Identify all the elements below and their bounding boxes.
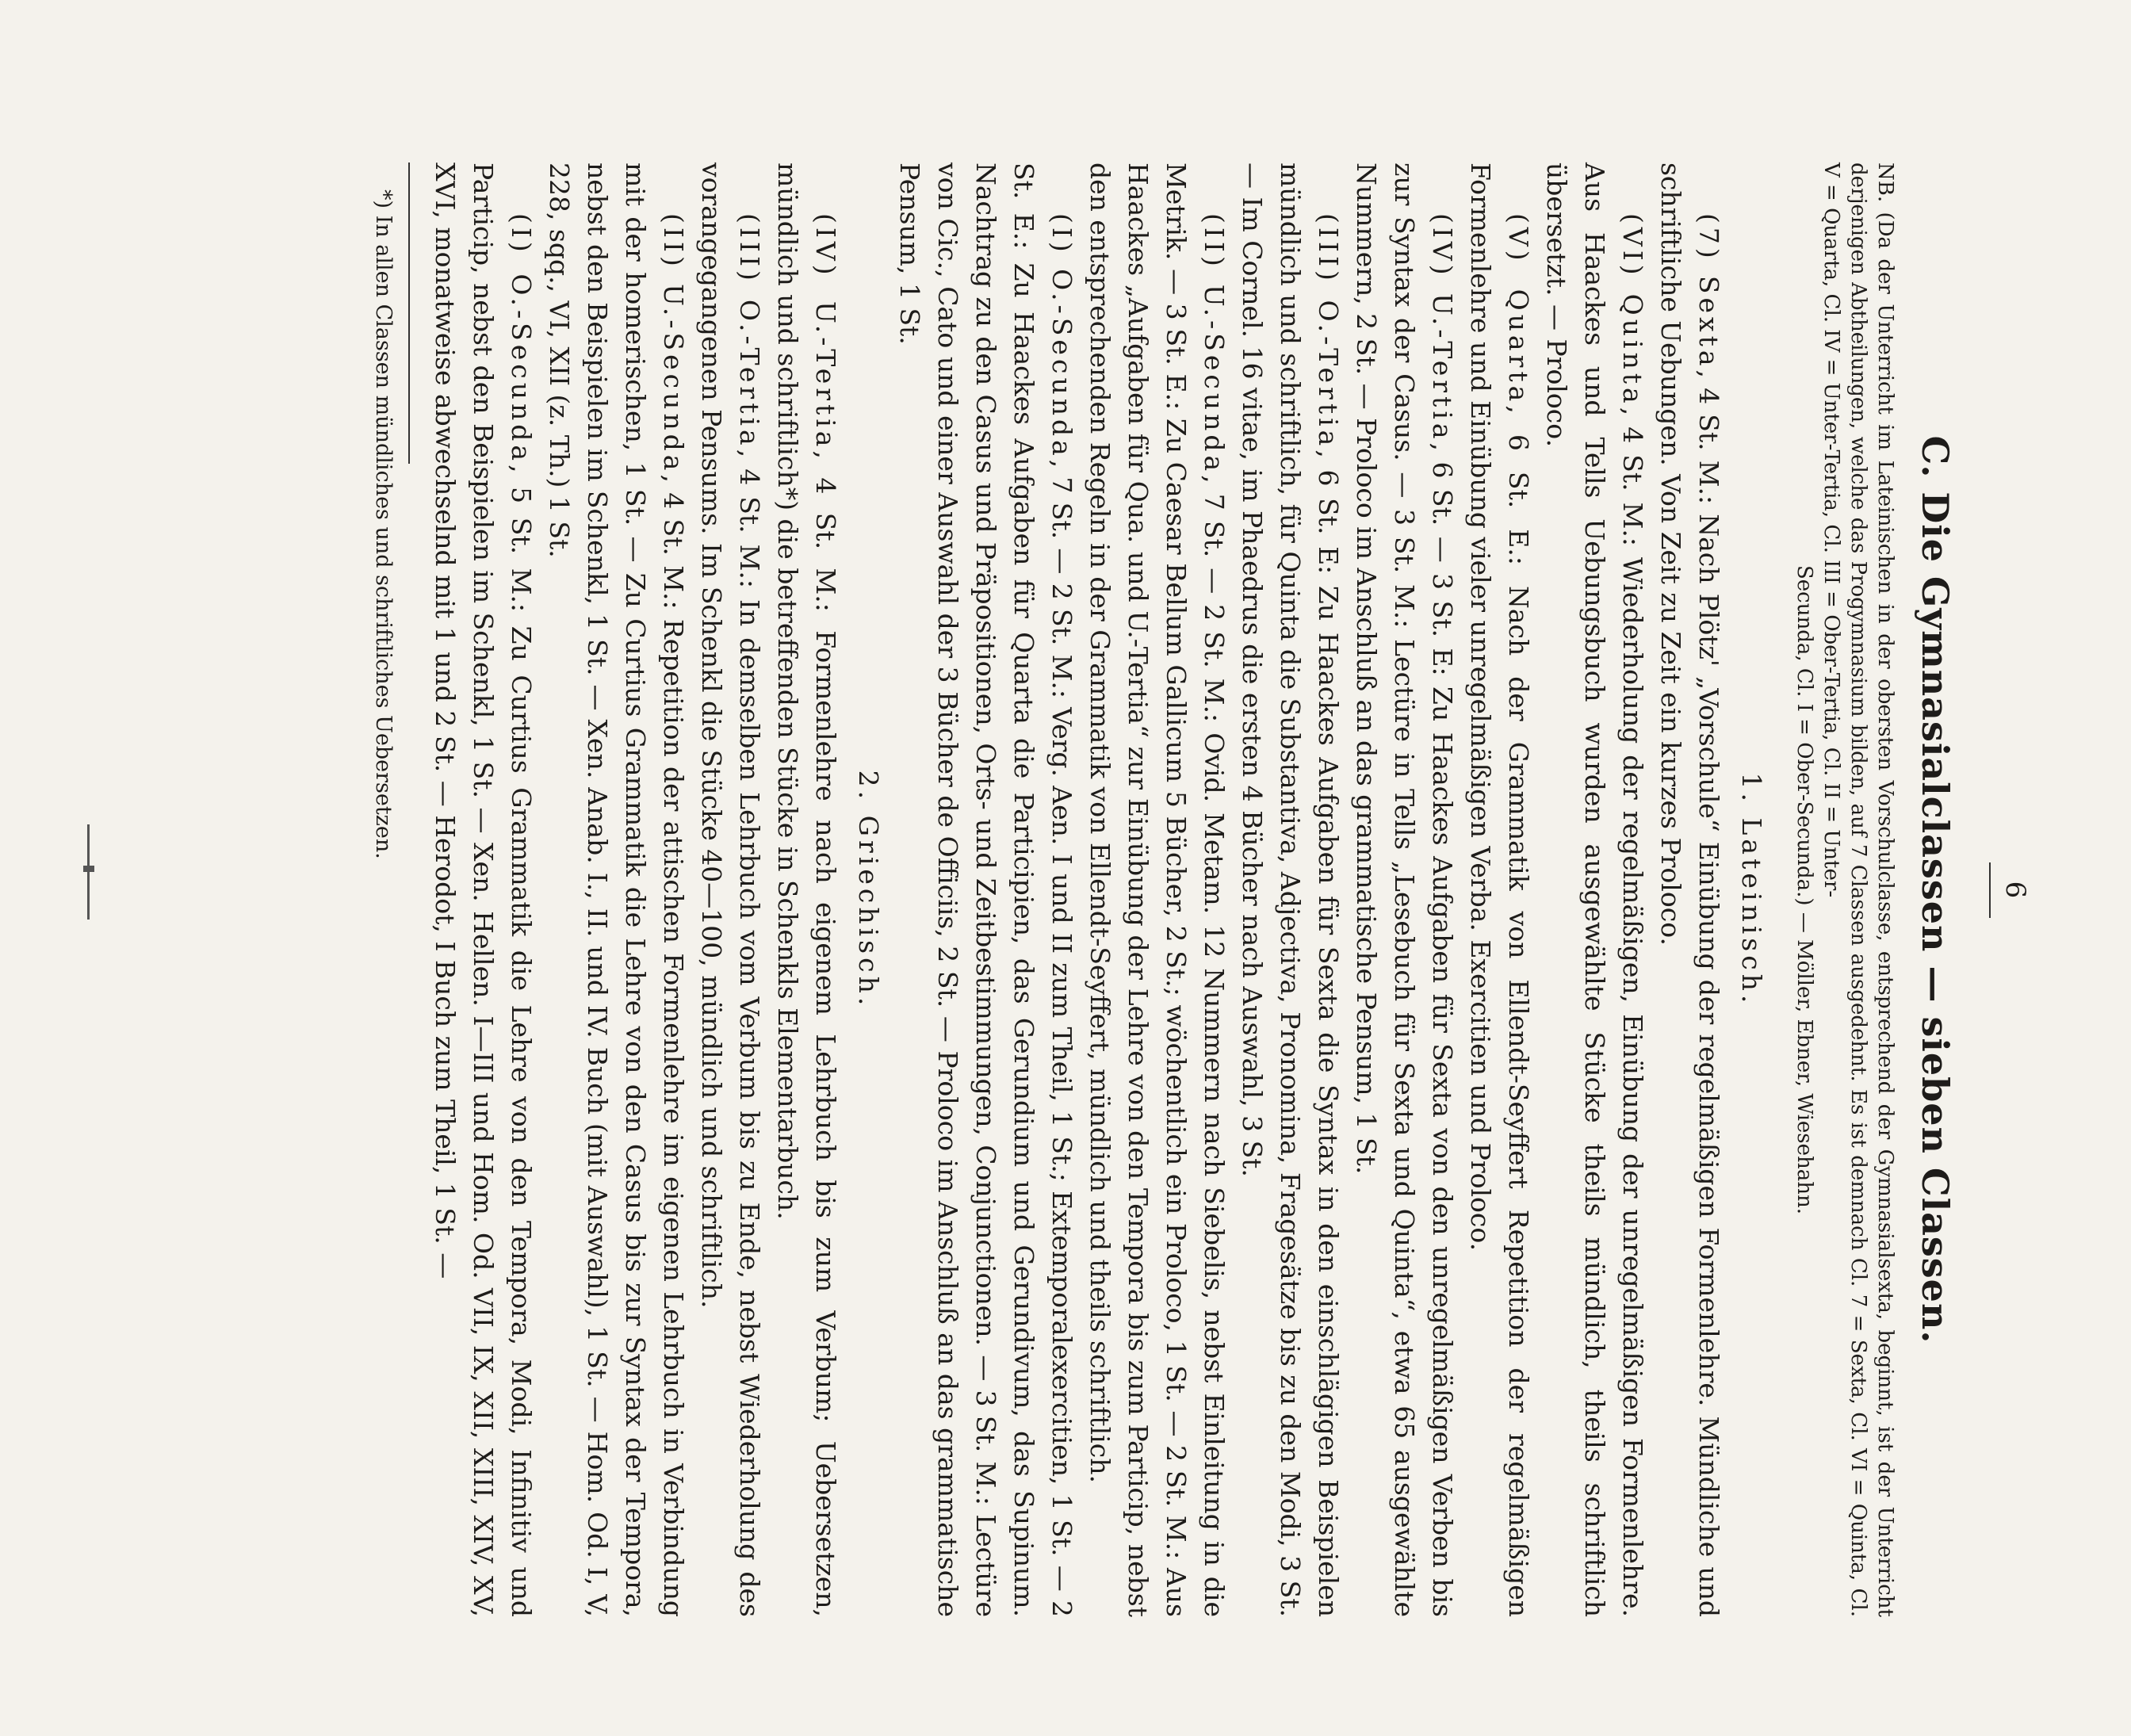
class-paragraph <box>426 163 540 1617</box>
class-text: , 4 St. M.: Wiederholung der regelmäßigen, Einübung der unregelmäßigen Formenlehre. Aus Haackes und Tells Uebungsbuch wurden ausgewählte Stücke theils mündlich, theils schriftlich übersetzt. — Proloco. <box>1541 163 1648 1617</box>
class-paragraph <box>890 163 1081 1617</box>
class-label: (III) O.-Tertia <box>734 213 765 449</box>
class-text: , 6 St. E.: Nach der Grammatik von Ellendt-Seyffert Repetition der regelmäßigen Formenlehre und Einübung vieler unregelmäßigen Verba. Exercitien und Proloco. <box>1465 163 1534 1617</box>
class-label: (I) O.-Secunda <box>1046 213 1077 460</box>
section-latin <box>890 163 1770 1617</box>
class-paragraph <box>1233 163 1347 1617</box>
class-paragraph <box>1537 163 1651 1617</box>
class-text: , 5 St. M.: Zu Curtius Grammatik die Lehre von den Tempora, Modi, Infinitiv und Particip, nebst den Beispielen im Schenkl, 1 St. — Xen. Hellen. I—III und Hom. Od. VII, IX, XII, XIII, XIV, XV, XVI, monatweise abwechselnd mit 1 und 2 St. — Herodot, I Buch zum Theil, 1 St. — <box>430 163 537 1617</box>
section-title: 1. Lateinisch. <box>1736 772 1767 1008</box>
class-label: (V) Quarta <box>1503 213 1534 406</box>
intro-note-text: NB. (Da der Unterricht im Lateinischen in der obersten Vorschulclasse, entsprechend der Gymnasialsexta, beginnt, ist der Unterricht derjenigen Abtheilungen, welche das Progymnasium bilden, auf 7 Classen ausgedehnt. Es ist demnach Cl. 7 = Sexta, Cl. VI = Quinta, Cl. V = Quarta, Cl. IV = Unter-Tertia, Cl. III = Ober-Tertia, Cl. II = Unter- <box>1819 163 1897 1617</box>
section-greek <box>426 163 887 1617</box>
class-label: (II) U.-Secunda <box>658 213 689 475</box>
class-label: (I) O.-Secunda <box>506 213 537 465</box>
class-label: (IV) U.-Tertia <box>810 213 841 451</box>
class-paragraph <box>692 163 768 1617</box>
class-text: , 4 St. M.: Repetition der attischen Formenlehre im eigenen Lehrbuch in Verbindung mit der homerischen, 1 St. — Zu Curtius Grammatik die Lehre von den Casus bis zur Syntax der Tempora, nebst den Beispielen im Schenkl, 1 St. — Xen. Anab. I., II. und IV. Buch (mit Auswahl), 1 St. — Hom. Od. I, V, 228, sqq., VI, XII (z. Th.) 1 St. <box>544 163 689 1617</box>
class-paragraph <box>540 163 692 1617</box>
class-text: , 4 St. M.: Nach Plötz' „Vorschule“ Einübung der regelmäßigen Formenlehre. Mündliche und schriftliche Uebungen. Von Zeit zu Zeit ein kurzes Proloco. <box>1655 163 1724 1618</box>
class-text: , 7 St. — 2 St. M.: Ovid. Metam. 12 Nummern nach Siebelis, nebst Einleitung in die Metrik. — 3 St. E.: Zu Caesar Bellum Gallicum 5 Bücher, 2 St.; wöchentlich ein Proloco, 1 St. — 2 St. M.: Aus Haackes „Aufgaben für Qua. und U.-Tertia“ zur Einübung der Lehre von den Tempora bis zum Particip, nebst den entsprechenden Regeln in der Grammatik von Ellendt-Seyffert, mündlich und theils schriftlich. <box>1085 163 1230 1618</box>
footnote-rule <box>408 163 410 464</box>
intro-note-end: Secunda, Cl. I = Ober-Secunda.) — Möller, Ebner, Wiesehahn. <box>1792 564 1816 1215</box>
class-label: (7) Sexta <box>1693 213 1724 370</box>
page-content <box>369 163 2040 1617</box>
class-paragraph <box>1081 163 1233 1617</box>
page-heading: C. Die Gymnasialclassen — sieben Classen. <box>1914 435 1957 1344</box>
class-paragraph <box>1461 163 1537 1617</box>
class-paragraph <box>1347 163 1461 1617</box>
class-text: , 4 St. M.: In demselben Lehrbuch vom Verbum bis zu Ende, nebst Wiederholung des vorangegangenen Pensums. Im Schenkl die Stücke 40—100, mündlich und schriftlich. <box>696 163 765 1617</box>
class-text: , 6 St. — 3 St. E: Zu Haackes Aufgaben für Sexta von den unregelmäßigen Verben bis zur Syntax der Casus. — 3 St. M.: Lectüre in Tells „Lesebuch für Sexta und Quinta“, etwa 65 ausgewählte Nummern, 2 St. — Proloco im Anschluß an das grammatische Pensum, 1 St. <box>1351 163 1458 1617</box>
page-number: 6 <box>1999 881 2031 899</box>
class-label: (IV) U.-Tertia <box>1427 213 1458 443</box>
class-text: , 4 St. M.: Formenlehre nach eigenem Lehrbuch bis zum Verbum; Uebersetzen, mündlich und schriftlich*) die betreffenden Stücke in Schenkls Elementarbuch. <box>772 163 841 1617</box>
class-label: (VI) Quinta <box>1617 213 1648 407</box>
bottom-mark <box>87 824 90 920</box>
class-paragraph <box>1651 163 1727 1617</box>
class-text: , 7 St. — 2 St. M.: Verg. Aen. I und II zum Theil, 1 St.; Extemporalexercitien, 1 St. — 2 St. E.: Zu Haackes Aufgaben für Quarta die Participien, das Gerundium und Gerundivum, das Supinum. Nachtrag zu den Casus und Präpositionen, Orts- und Zeitbestimmungen, Conjunctionen. — 3 St. M.: Lectüre von Cic., Cato und einer Auswahl der 3 Bücher de Officiis, 2 St. — Proloco im Anschluß an das grammatische Pensum, 1 St. <box>894 163 1077 1617</box>
class-paragraph <box>768 163 844 1617</box>
class-label: (II) U.-Secunda <box>1199 213 1230 476</box>
class-text: , 6 St. E: Zu Haackes Aufgaben für Sexta die Syntax in den einschlägigen Beispielen mündlich und schriftlich, für Quinta die Substantiva, Adjectiva, Pronomina, Fragesätze bis zu den Modi, 3 St. — Im Cornel. 16 vitae, im Phaedrus die ersten 4 Bücher nach Auswahl, 3 St. <box>1237 163 1344 1617</box>
section-title: 2. Griechisch. <box>853 770 884 1010</box>
class-label: (III) O.-Tertia <box>1313 213 1344 450</box>
intro-note <box>1791 163 1899 1617</box>
footnote: *) In allen Classen mündliches und schriftliches Uebersetzen. <box>371 189 396 859</box>
